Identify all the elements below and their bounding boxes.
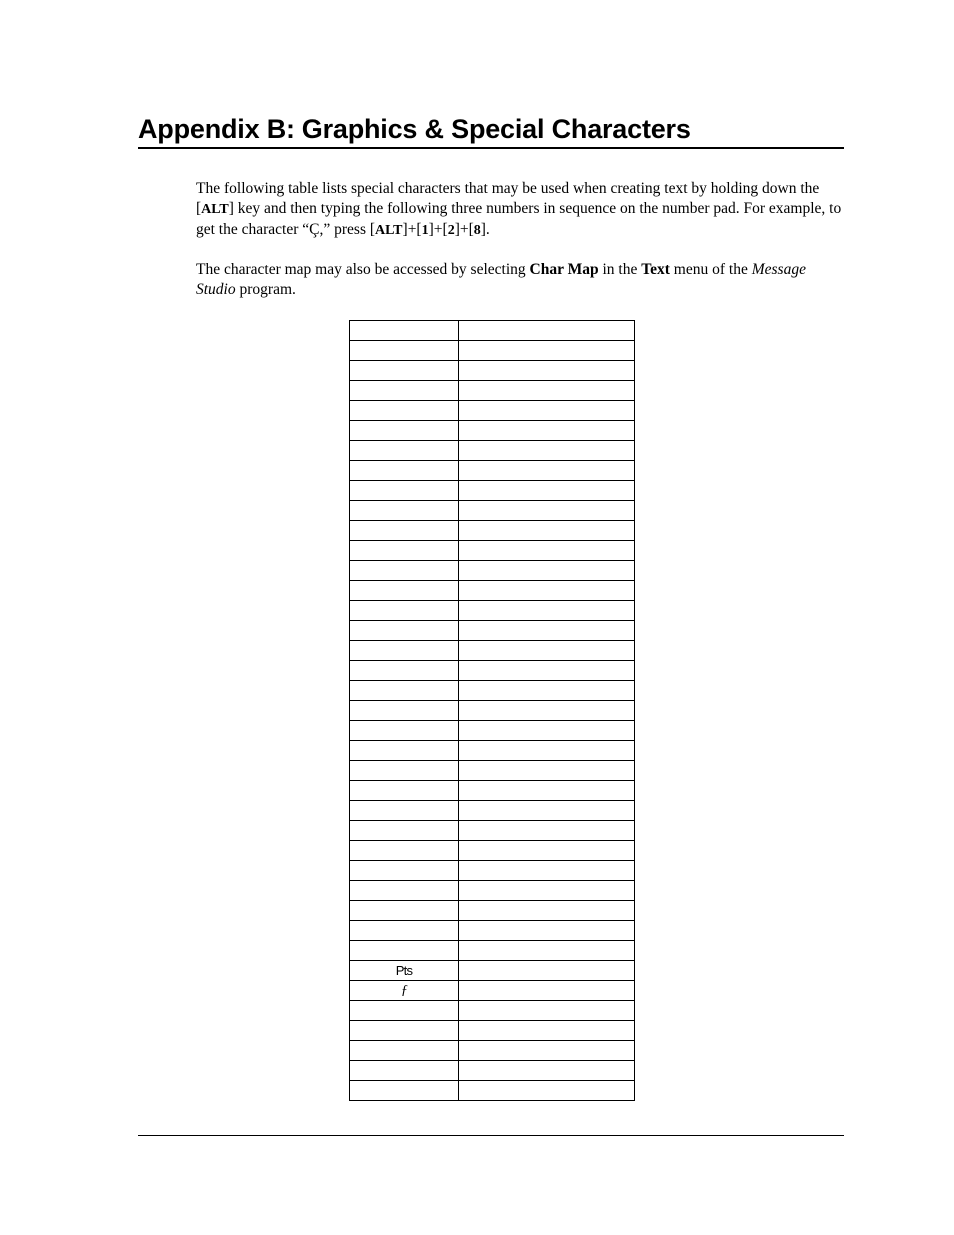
character-cell bbox=[350, 441, 459, 461]
code-cell bbox=[459, 421, 635, 441]
table-row bbox=[350, 1001, 635, 1021]
table-row bbox=[350, 681, 635, 701]
character-cell bbox=[350, 321, 459, 341]
table-row bbox=[350, 481, 635, 501]
character-cell bbox=[350, 681, 459, 701]
character-cell bbox=[350, 561, 459, 581]
character-cell bbox=[350, 801, 459, 821]
character-cell bbox=[350, 381, 459, 401]
code-cell bbox=[459, 821, 635, 841]
code-cell bbox=[459, 1041, 635, 1061]
text-run: menu of the bbox=[669, 261, 752, 278]
character-cell bbox=[350, 1001, 459, 1021]
table-row bbox=[350, 881, 635, 901]
table-row bbox=[350, 501, 635, 521]
table-row bbox=[350, 641, 635, 661]
table-row bbox=[350, 701, 635, 721]
table-row bbox=[350, 781, 635, 801]
text-run: program. bbox=[235, 281, 296, 298]
table-row bbox=[350, 601, 635, 621]
character-cell bbox=[350, 941, 459, 961]
table-row bbox=[350, 841, 635, 861]
character-cell bbox=[350, 1021, 459, 1041]
code-cell bbox=[459, 601, 635, 621]
character-cell bbox=[350, 521, 459, 541]
intro-paragraph bbox=[196, 179, 844, 241]
table-row bbox=[350, 581, 635, 601]
character-cell bbox=[350, 481, 459, 501]
code-cell bbox=[459, 741, 635, 761]
table-row bbox=[350, 941, 635, 961]
table-row bbox=[350, 421, 635, 441]
character-cell bbox=[350, 761, 459, 781]
character-cell bbox=[350, 721, 459, 741]
character-cell bbox=[350, 341, 459, 361]
character-cell bbox=[350, 401, 459, 421]
character-cell bbox=[350, 641, 459, 661]
char-map-term: Char Map bbox=[529, 261, 599, 278]
code-cell bbox=[459, 721, 635, 741]
code-cell bbox=[459, 501, 635, 521]
table-row bbox=[350, 401, 635, 421]
code-cell bbox=[459, 621, 635, 641]
code-cell bbox=[459, 881, 635, 901]
character-cell bbox=[350, 901, 459, 921]
code-cell bbox=[459, 541, 635, 561]
character-cell bbox=[350, 461, 459, 481]
table-row bbox=[350, 361, 635, 381]
code-cell bbox=[459, 861, 635, 881]
text-run: ] key and then typing the following three numbers in sequence on the number pad. For example, to get the character “Ç,” press [ bbox=[196, 200, 842, 238]
special-characters-table bbox=[349, 320, 635, 1101]
code-cell bbox=[459, 961, 635, 981]
character-cell bbox=[350, 821, 459, 841]
table-row bbox=[350, 981, 635, 1001]
table-row bbox=[350, 1081, 635, 1101]
text-run: The character map may also be accessed by selecting bbox=[196, 261, 530, 278]
code-cell bbox=[459, 661, 635, 681]
table-row bbox=[350, 461, 635, 481]
table-row bbox=[350, 541, 635, 561]
code-cell bbox=[459, 761, 635, 781]
text-run: The following table lists special characters that may be used when creating text by holding down the [ bbox=[196, 180, 820, 217]
table-row bbox=[350, 961, 635, 981]
character-cell: ƒ bbox=[350, 981, 459, 1001]
table-row bbox=[350, 861, 635, 881]
table-row bbox=[350, 761, 635, 781]
table-row bbox=[350, 661, 635, 681]
code-cell bbox=[459, 481, 635, 501]
character-cell bbox=[350, 601, 459, 621]
code-cell bbox=[459, 321, 635, 341]
table-row bbox=[350, 741, 635, 761]
table-row bbox=[350, 721, 635, 741]
text-menu-term: Text bbox=[641, 261, 670, 278]
code-cell bbox=[459, 901, 635, 921]
key-alt: ALT bbox=[375, 223, 403, 238]
key-2: 2 bbox=[447, 223, 455, 238]
table-row bbox=[350, 901, 635, 921]
code-cell bbox=[459, 641, 635, 661]
code-cell bbox=[459, 401, 635, 421]
code-cell bbox=[459, 581, 635, 601]
code-cell bbox=[459, 681, 635, 701]
table-body bbox=[350, 321, 635, 1101]
code-cell bbox=[459, 361, 635, 381]
code-cell bbox=[459, 1081, 635, 1101]
code-cell bbox=[459, 1021, 635, 1041]
text-run: ]+[ bbox=[402, 221, 422, 238]
table-row bbox=[350, 621, 635, 641]
text-run: ]. bbox=[480, 221, 490, 238]
code-cell bbox=[459, 381, 635, 401]
code-cell bbox=[459, 341, 635, 361]
character-cell bbox=[350, 861, 459, 881]
table-row bbox=[350, 521, 635, 541]
character-cell bbox=[350, 661, 459, 681]
table-row bbox=[350, 321, 635, 341]
character-cell bbox=[350, 621, 459, 641]
table-row bbox=[350, 561, 635, 581]
character-cell bbox=[350, 781, 459, 801]
table-row bbox=[350, 1061, 635, 1081]
page-title bbox=[138, 112, 844, 146]
character-cell bbox=[350, 1041, 459, 1061]
table-row bbox=[350, 801, 635, 821]
footer-divider bbox=[138, 1135, 844, 1136]
table-row bbox=[350, 441, 635, 461]
appendix-label: Appendix B: bbox=[138, 114, 295, 144]
character-cell bbox=[350, 501, 459, 521]
appendix-title: Graphics & Special Characters bbox=[301, 114, 691, 144]
character-cell bbox=[350, 881, 459, 901]
code-cell bbox=[459, 841, 635, 861]
table-row bbox=[350, 921, 635, 941]
key-1: 1 bbox=[421, 223, 429, 238]
code-cell bbox=[459, 1061, 635, 1081]
message-studio-term: Message Studio bbox=[196, 261, 806, 298]
character-cell bbox=[350, 1061, 459, 1081]
character-cell bbox=[350, 541, 459, 561]
code-cell bbox=[459, 981, 635, 1001]
character-cell bbox=[350, 361, 459, 381]
code-cell bbox=[459, 781, 635, 801]
character-cell bbox=[350, 1081, 459, 1101]
character-cell bbox=[350, 701, 459, 721]
table-row bbox=[350, 381, 635, 401]
code-cell bbox=[459, 801, 635, 821]
code-cell bbox=[459, 921, 635, 941]
text-run: ]+[ bbox=[428, 221, 448, 238]
code-cell bbox=[459, 521, 635, 541]
table-row bbox=[350, 821, 635, 841]
character-cell: Pts bbox=[350, 961, 459, 981]
text-run: ]+[ bbox=[454, 221, 474, 238]
key-8: 8 bbox=[473, 223, 481, 238]
character-cell bbox=[350, 581, 459, 601]
code-cell bbox=[459, 941, 635, 961]
character-cell bbox=[350, 741, 459, 761]
table-row bbox=[350, 1021, 635, 1041]
code-cell bbox=[459, 461, 635, 481]
code-cell bbox=[459, 1001, 635, 1021]
appendix-heading bbox=[138, 112, 844, 149]
code-cell bbox=[459, 441, 635, 461]
character-cell bbox=[350, 921, 459, 941]
table-row bbox=[350, 1041, 635, 1061]
character-cell bbox=[350, 841, 459, 861]
charmap-paragraph bbox=[196, 260, 844, 300]
code-cell bbox=[459, 701, 635, 721]
character-cell bbox=[350, 421, 459, 441]
key-alt: ALT bbox=[201, 202, 229, 217]
text-run: in the bbox=[598, 261, 642, 278]
code-cell bbox=[459, 561, 635, 581]
table-row bbox=[350, 341, 635, 361]
